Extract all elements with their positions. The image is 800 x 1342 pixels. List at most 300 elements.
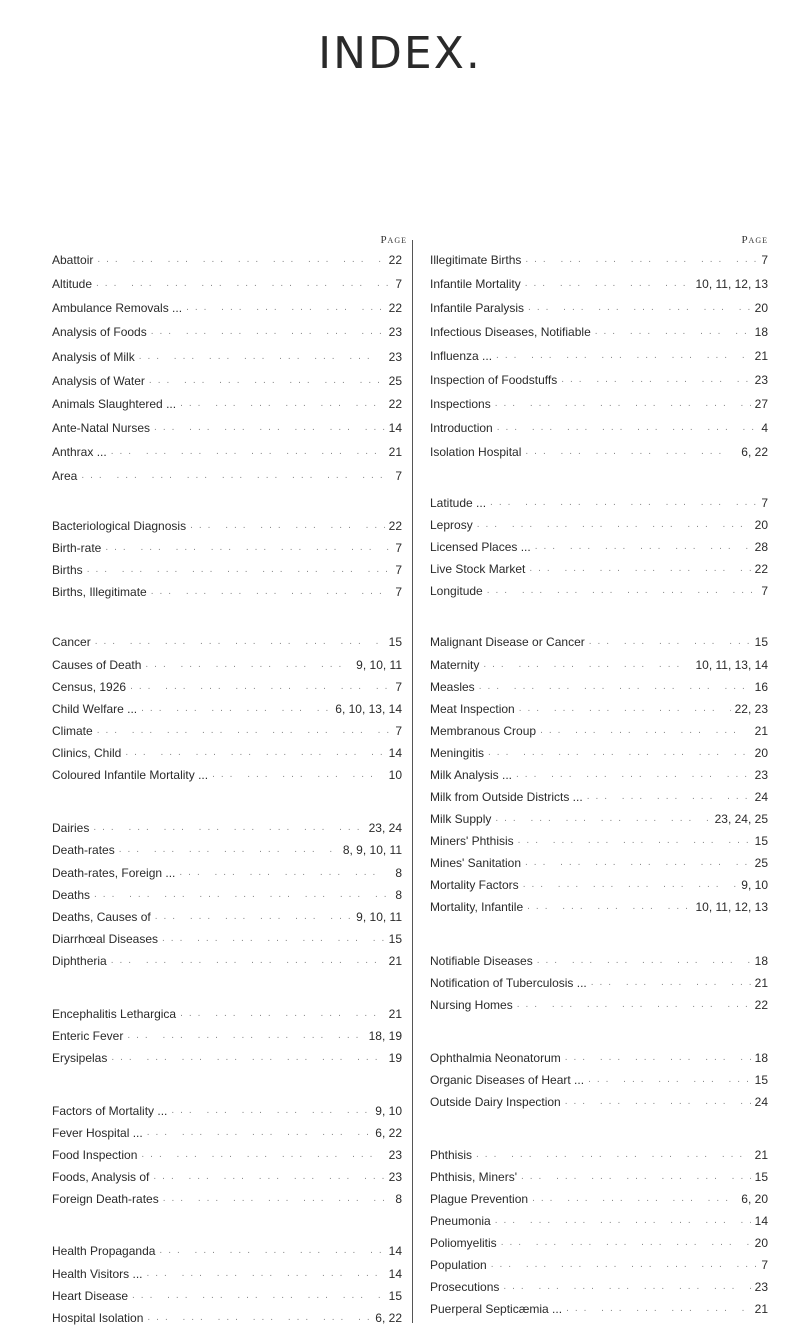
leader-dots — [97, 253, 384, 267]
index-entry — [430, 674, 768, 694]
page-numbers: 9, 10, 11 — [356, 658, 402, 672]
index-entry — [430, 319, 768, 339]
leader-dots — [528, 301, 751, 315]
index-term: Fever Hospital ... — [52, 1126, 143, 1140]
index-entry — [52, 271, 402, 291]
page-numbers: 7 — [761, 253, 768, 267]
leader-dots — [141, 702, 331, 716]
index-entry — [430, 534, 768, 554]
index-term: Meat Inspection — [430, 702, 515, 716]
page-numbers: 20 — [754, 746, 768, 760]
index-term: Prosecutions — [430, 1280, 500, 1294]
index-term: Measles — [430, 680, 475, 694]
leader-dots — [566, 1302, 751, 1316]
leader-dots — [163, 1192, 392, 1206]
leader-dots — [111, 1051, 384, 1065]
leader-dots — [491, 1258, 758, 1272]
page-numbers: 23 — [388, 350, 402, 364]
index-entry — [430, 948, 768, 968]
index-entry — [52, 579, 402, 599]
leader-dots — [127, 1029, 364, 1043]
index-term: Deaths — [52, 888, 91, 902]
page-numbers: 6, 20 — [741, 1192, 768, 1206]
index-term: Milk Analysis ... — [430, 768, 513, 782]
index-entry — [52, 1045, 402, 1065]
index-entry — [52, 368, 402, 388]
leader-dots — [147, 1126, 372, 1140]
page-numbers: 15 — [754, 635, 768, 649]
page-numbers: 7 — [761, 496, 768, 510]
leader-dots — [525, 253, 757, 267]
page-numbers: 8 — [395, 866, 402, 880]
index-entry — [430, 1067, 768, 1087]
index-term: Maternity — [430, 658, 480, 672]
leader-dots — [595, 325, 751, 339]
leader-dots — [587, 790, 751, 804]
leader-dots — [487, 584, 758, 598]
leader-dots — [525, 445, 737, 459]
page-numbers: 22 — [388, 301, 402, 315]
index-entry — [430, 1045, 768, 1065]
index-term: Foreign Death-rates — [52, 1192, 159, 1206]
page-numbers: 14 — [388, 746, 402, 760]
index-entry — [52, 762, 402, 782]
leader-dots — [517, 998, 751, 1012]
index-term: Miners' Phthisis — [430, 834, 514, 848]
index-term: Population — [430, 1258, 487, 1272]
page-numbers: 10, 11, 12, 13 — [695, 277, 768, 291]
leader-dots — [186, 301, 385, 315]
page-numbers: 14 — [388, 1267, 402, 1281]
page-numbers: 7 — [395, 724, 402, 738]
index-entry — [430, 343, 768, 363]
leader-dots — [153, 1170, 384, 1184]
index-term: Isolation Hospital — [430, 445, 522, 459]
index-term: Erysipelas — [52, 1051, 108, 1065]
page-numbers: 7 — [395, 563, 402, 577]
page-numbers: 6, 22 — [375, 1126, 402, 1140]
index-term: Child Welfare ... — [52, 702, 138, 716]
leader-dots — [565, 1095, 751, 1109]
page-numbers: 20 — [754, 1236, 768, 1250]
leader-dots — [521, 1170, 751, 1184]
leader-dots — [503, 1280, 750, 1294]
index-term: Inspection of Foodstuffs — [430, 373, 558, 387]
leader-dots — [146, 1267, 384, 1281]
index-term: Coloured Infantile Mortality ... — [52, 768, 209, 782]
index-term: Leprosy — [430, 518, 473, 532]
index-entry — [430, 556, 768, 576]
index-term: Infantile Paralysis — [430, 301, 525, 315]
leader-dots — [497, 421, 758, 435]
leader-dots — [155, 910, 352, 924]
index-entry — [52, 629, 402, 649]
index-term: Meningitis — [430, 746, 485, 760]
index-term: Ophthalmia Neonatorum — [430, 1051, 561, 1065]
index-entry — [430, 295, 768, 315]
leader-dots — [589, 635, 751, 649]
index-term: Climate — [52, 724, 93, 738]
page-numbers: 21 — [388, 954, 402, 968]
index-entry — [52, 319, 402, 339]
leader-dots — [588, 1073, 751, 1087]
index-term: Phthisis — [430, 1148, 473, 1162]
index-entry — [52, 415, 402, 435]
leader-dots — [516, 768, 751, 782]
page-numbers: 22 — [388, 519, 402, 533]
page-numbers: 18, 19 — [368, 1029, 402, 1043]
leader-dots — [111, 445, 385, 459]
page-numbers: 25 — [754, 856, 768, 870]
leader-dots — [111, 954, 385, 968]
index-term: Heart Disease — [52, 1289, 129, 1303]
index-entry — [52, 1001, 402, 1021]
leader-dots — [96, 277, 391, 291]
page-numbers: 22 — [388, 253, 402, 267]
leader-dots — [591, 976, 751, 990]
page-numbers: 21 — [388, 1007, 402, 1021]
index-entry — [52, 882, 402, 902]
page-numbers: 9, 10 — [741, 878, 768, 892]
page-numbers: 23, 24, 25 — [714, 812, 768, 826]
index-entry — [430, 367, 768, 387]
leader-dots — [495, 1214, 751, 1228]
index-term: Nursing Homes — [430, 998, 513, 1012]
index-entry — [430, 1164, 768, 1184]
index-entry — [52, 535, 402, 555]
index-entry — [52, 344, 402, 364]
index-entry — [52, 860, 402, 880]
leader-dots — [180, 397, 385, 411]
index-term: Infantile Mortality — [430, 277, 521, 291]
page-numbers: 22 — [388, 397, 402, 411]
leader-dots — [519, 702, 731, 716]
index-term: Plague Prevention — [430, 1192, 529, 1206]
index-entry — [430, 578, 768, 598]
page-numbers: 21 — [754, 724, 768, 738]
page-numbers: 7 — [395, 277, 402, 291]
page-numbers: 14 — [388, 1244, 402, 1258]
page-numbers: 19 — [388, 1051, 402, 1065]
index-entry — [430, 696, 768, 716]
index-entry — [52, 1283, 402, 1303]
index-term: Births, Illegitimate — [52, 585, 147, 599]
page-numbers: 8, 9, 10, 11 — [342, 843, 402, 857]
leader-dots — [94, 888, 391, 902]
page-numbers: 7 — [395, 541, 402, 555]
leader-dots — [527, 900, 691, 914]
index-entry — [430, 1230, 768, 1250]
page-numbers: 20 — [754, 518, 768, 532]
leader-dots — [97, 724, 392, 738]
leader-dots — [523, 878, 738, 892]
index-entry — [52, 740, 402, 760]
page-numbers: 6, 22 — [741, 445, 768, 459]
page-numbers: 18 — [754, 954, 768, 968]
index-term: Dairies — [52, 821, 90, 835]
index-entry — [430, 1142, 768, 1162]
page-numbers: 4 — [761, 421, 768, 435]
leader-dots — [483, 658, 691, 672]
page-numbers: 22 — [754, 998, 768, 1012]
index-entry — [430, 629, 768, 649]
page-numbers: 9, 10 — [375, 1104, 402, 1118]
page-numbers: 14 — [388, 421, 402, 435]
page-numbers: 15 — [754, 834, 768, 848]
index-term: Clinics, Child — [52, 746, 122, 760]
page-numbers: 15 — [754, 1073, 768, 1087]
index-entry — [52, 1238, 402, 1258]
leader-dots — [151, 325, 385, 339]
index-entry — [52, 652, 402, 672]
index-entry — [52, 815, 402, 835]
index-term: Illegitimate Births — [430, 253, 522, 267]
page-numbers: 7 — [395, 469, 402, 483]
page-numbers: 21 — [754, 1148, 768, 1162]
index-term: Factors of Mortality ... — [52, 1104, 168, 1118]
leader-dots — [495, 812, 710, 826]
page-numbers: 24 — [754, 1095, 768, 1109]
index-entry — [52, 696, 402, 716]
index-entry — [430, 1208, 768, 1228]
leader-dots — [565, 1051, 751, 1065]
index-entry — [430, 992, 768, 1012]
index-term: Live Stock Market — [430, 562, 526, 576]
leader-dots — [132, 1289, 385, 1303]
index-term: Latitude ... — [430, 496, 487, 510]
leader-dots — [212, 768, 385, 782]
index-term: Mortality, Infantile — [430, 900, 524, 914]
index-entry — [430, 247, 768, 267]
index-term: Area — [52, 469, 78, 483]
index-term: Membranous Croup — [430, 724, 537, 738]
index-entry — [430, 652, 768, 672]
page-numbers: 10 — [388, 768, 402, 782]
leader-dots — [535, 540, 751, 554]
page-numbers: 23 — [754, 768, 768, 782]
index-term: Licensed Places ... — [430, 540, 531, 554]
index-entry — [52, 439, 402, 459]
page-numbers: 21 — [754, 976, 768, 990]
leader-dots — [139, 350, 385, 364]
leader-dots — [149, 374, 385, 388]
index-entry — [52, 391, 402, 411]
page-numbers: 23, 24 — [368, 821, 402, 835]
leader-dots — [479, 680, 751, 694]
index-term: Food Inspection — [52, 1148, 138, 1162]
index-entry — [52, 247, 402, 267]
page-column-heading: Page — [380, 234, 407, 246]
index-entry — [430, 1186, 768, 1206]
page-numbers: 16 — [754, 680, 768, 694]
index-term: Encephalitis Lethargica — [52, 1007, 177, 1021]
page-numbers: 9, 10, 11 — [356, 910, 402, 924]
index-entry — [430, 1252, 768, 1272]
index-entry — [430, 850, 768, 870]
index-term: Notifiable Diseases — [430, 954, 533, 968]
page-numbers: 18 — [754, 325, 768, 339]
leader-dots — [81, 469, 391, 483]
leader-dots — [488, 746, 751, 760]
index-term: Analysis of Foods — [52, 325, 147, 339]
index-term: Diphtheria — [52, 954, 107, 968]
index-entry — [430, 740, 768, 760]
index-term: Death-rates — [52, 843, 115, 857]
index-entry — [52, 926, 402, 946]
leader-dots — [496, 349, 751, 363]
page-numbers: 23 — [754, 373, 768, 387]
page-title: INDEX. — [318, 28, 482, 79]
index-term: Ante-Natal Nurses — [52, 421, 151, 435]
leader-dots — [476, 1148, 751, 1162]
leader-dots — [154, 421, 385, 435]
index-term: Hospital Isolation — [52, 1311, 144, 1325]
index-term: Inspections — [430, 397, 491, 411]
page-numbers: 10, 11, 12, 13 — [695, 900, 768, 914]
index-term: Mortality Factors — [430, 878, 519, 892]
index-entry — [430, 806, 768, 826]
index-entry — [52, 513, 402, 533]
index-term: Health Visitors ... — [52, 1267, 143, 1281]
index-term: Bacteriological Diagnosis — [52, 519, 187, 533]
index-entry — [52, 948, 402, 968]
page-numbers: 20 — [754, 301, 768, 315]
index-entry — [52, 1098, 402, 1118]
leader-dots — [532, 1192, 737, 1206]
index-entry — [430, 828, 768, 848]
page-column-heading: Page — [741, 234, 768, 246]
index-term: Infectious Diseases, Notifiable — [430, 325, 591, 339]
index-entry — [52, 1164, 402, 1184]
page-numbers: 18 — [754, 1051, 768, 1065]
page-numbers: 15 — [388, 1289, 402, 1303]
leader-dots — [477, 518, 751, 532]
index-term: Analysis of Water — [52, 374, 145, 388]
index-term: Longitude — [430, 584, 483, 598]
index-term: Pneumonia — [430, 1214, 491, 1228]
leader-dots — [529, 562, 750, 576]
page-numbers: 22 — [754, 562, 768, 576]
index-term: Foods, Analysis of — [52, 1170, 150, 1184]
page-numbers: 28 — [754, 540, 768, 554]
leader-dots — [87, 563, 392, 577]
index-term: Health Propaganda — [52, 1244, 156, 1258]
leader-dots — [93, 821, 364, 835]
index-term: Cancer — [52, 635, 91, 649]
page-numbers: 8 — [395, 888, 402, 902]
index-entry — [430, 784, 768, 804]
index-entry — [430, 271, 768, 291]
index-term: Deaths, Causes of — [52, 910, 151, 924]
leader-dots — [518, 834, 751, 848]
index-entry — [52, 1142, 402, 1162]
index-term: Notification of Tuberculosis ... — [430, 976, 587, 990]
index-term: Altitude — [52, 277, 93, 291]
leader-dots — [180, 1007, 385, 1021]
index-term: Diarrhœal Diseases — [52, 932, 159, 946]
index-term: Milk Supply — [430, 812, 492, 826]
page-numbers: 23 — [388, 1170, 402, 1184]
page-numbers: 7 — [761, 584, 768, 598]
index-entry — [430, 718, 768, 738]
index-entry — [430, 512, 768, 532]
leader-dots — [501, 1236, 751, 1250]
column-divider — [412, 240, 413, 1323]
page-numbers: 15 — [388, 932, 402, 946]
index-term: Phthisis, Miners' — [430, 1170, 517, 1184]
index-term: Puerperal Septicæmia ... — [430, 1302, 563, 1316]
page-numbers: 23 — [388, 1148, 402, 1162]
leader-dots — [490, 496, 757, 510]
page-numbers: 21 — [388, 445, 402, 459]
index-entry — [430, 1089, 768, 1109]
index-entry — [52, 295, 402, 315]
index-entry — [52, 1305, 402, 1325]
page-numbers: 7 — [395, 680, 402, 694]
index-entry — [430, 872, 768, 892]
leader-dots — [179, 866, 391, 880]
page-numbers: 6, 10, 13, 14 — [335, 702, 402, 716]
index-term: Ambulance Removals ... — [52, 301, 183, 315]
page-numbers: 21 — [754, 1302, 768, 1316]
index-entry — [52, 1023, 402, 1043]
page-numbers: 15 — [388, 635, 402, 649]
index-term: Birth-rate — [52, 541, 102, 555]
index-term: Milk from Outside Districts ... — [430, 790, 583, 804]
page-numbers: 21 — [754, 349, 768, 363]
leader-dots — [145, 658, 352, 672]
index-term: Animals Slaughtered ... — [52, 397, 177, 411]
index-entry — [52, 904, 402, 924]
leader-dots — [537, 954, 751, 968]
leader-dots — [130, 680, 391, 694]
index-term: Death-rates, Foreign ... — [52, 866, 176, 880]
page-numbers: 22, 23 — [734, 702, 768, 716]
index-term: Outside Dairy Inspection — [430, 1095, 561, 1109]
index-entry — [430, 762, 768, 782]
index-entry — [52, 674, 402, 694]
index-term: Poliomyelitis — [430, 1236, 497, 1250]
page-numbers: 25 — [388, 374, 402, 388]
page-numbers: 6, 22 — [375, 1311, 402, 1325]
index-entry — [52, 557, 402, 577]
leader-dots — [190, 519, 385, 533]
index-term: Causes of Death — [52, 658, 142, 672]
index-entry — [430, 1296, 768, 1316]
index-term: Births — [52, 563, 83, 577]
leader-dots — [561, 373, 750, 387]
index-entry — [52, 718, 402, 738]
page-numbers: 7 — [761, 1258, 768, 1272]
index-entry — [430, 391, 768, 411]
index-entry — [52, 1186, 402, 1206]
index-term: Analysis of Milk — [52, 350, 135, 364]
page-numbers: 23 — [388, 325, 402, 339]
index-term: Malignant Disease or Cancer — [430, 635, 585, 649]
index-term: Census, 1926 — [52, 680, 127, 694]
index-entry — [430, 490, 768, 510]
index-term: Anthrax ... — [52, 445, 107, 459]
page-numbers: 10, 11, 13, 14 — [695, 658, 768, 672]
page-numbers: 24 — [754, 790, 768, 804]
index-entry — [52, 1261, 402, 1281]
leader-dots — [151, 585, 392, 599]
leader-dots — [171, 1104, 371, 1118]
index-entry — [430, 894, 768, 914]
index-entry — [430, 415, 768, 435]
index-entry — [52, 463, 402, 483]
leader-dots — [105, 541, 391, 555]
